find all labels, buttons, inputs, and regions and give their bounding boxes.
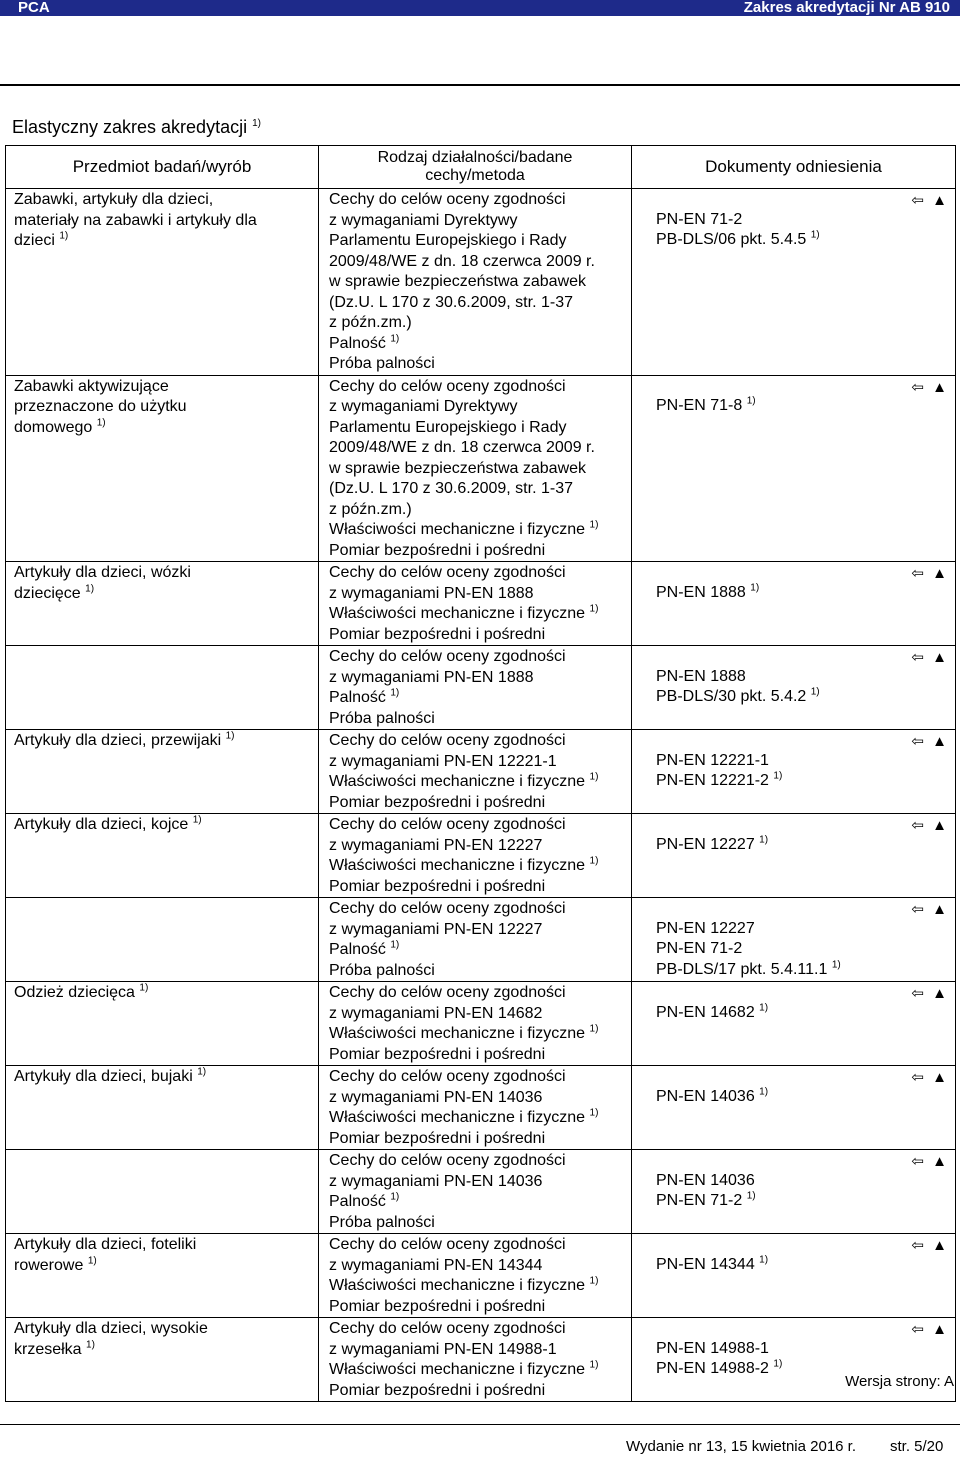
cell-line: PN-EN 14036 $^{1)}$ <box>656 1086 769 1105</box>
product-cell <box>6 562 319 646</box>
cell-line: Właściwości mechaniczne i fizyczne $^{1)}$ <box>329 771 599 790</box>
column-header-product: Przedmiot badań/wyrób <box>6 146 319 189</box>
cell-line: z wymaganiami PN-EN 1888 <box>329 584 534 602</box>
cell-line: Artykuły dla dzieci, kojce $^{1)}$ <box>14 814 202 833</box>
cell-line: Zabawki aktywizujące <box>14 377 169 395</box>
cell-line: PN-EN 71-8 $^{1)}$ <box>656 395 756 414</box>
table-row <box>6 375 956 562</box>
product-cell <box>6 898 319 982</box>
cell-line: Właściwości mechaniczne i fizyczne $^{1)}$ <box>329 1023 599 1042</box>
product-cell <box>6 1150 319 1234</box>
docs-cell <box>632 898 956 982</box>
cell-line: PN-EN 14988-1 <box>656 1339 769 1357</box>
cell-line: PN-EN 1888 $^{1)}$ <box>656 582 760 601</box>
docs-cell <box>632 1066 956 1150</box>
docs-cell <box>632 982 956 1066</box>
table-row <box>6 982 956 1066</box>
product-cell <box>6 814 319 898</box>
cell-line: Pomiar bezpośredni i pośredni <box>329 793 546 811</box>
cell-line: PN-EN 71-2 <box>656 940 743 957</box>
cell-line: PB-DLS/06 pkt. 5.4.5 $^{1)}$ <box>656 229 820 248</box>
cell-line: PN-EN 1888 <box>656 667 746 685</box>
cell-line: rowerowe $^{1)}$ <box>14 1255 97 1274</box>
method-cell <box>319 646 632 730</box>
cell-line: PN-EN 14682 $^{1)}$ <box>656 1002 769 1021</box>
flexible-scope-marker-icon: ⇦ ▲ <box>911 192 949 209</box>
docs-cell <box>632 730 956 814</box>
cell-line: Pomiar bezpośredni i pośredni <box>329 877 546 895</box>
docs-cell <box>632 562 956 646</box>
cell-line: Próba palności <box>329 961 435 979</box>
docs-cell <box>632 1234 956 1318</box>
cell-line: Palność $^{1)}$ <box>329 939 400 958</box>
scope-table <box>5 145 956 1402</box>
docs-cell <box>632 1150 956 1234</box>
cell-line: PN-EN 12221-2 $^{1)}$ <box>656 770 783 789</box>
cell-line: Pomiar bezpośredni i pośredni <box>329 1045 546 1063</box>
cell-line: Próba palności <box>329 355 435 372</box>
method-cell <box>319 814 632 898</box>
footer-page: str. 5/20 <box>890 1438 944 1455</box>
cell-line: Próba palności <box>329 709 435 727</box>
cell-line: Palność $^{1)}$ <box>329 1191 400 1210</box>
cell-line: (Dz.U. L 170 z 30.6.2009, str. 1-37 <box>329 480 573 497</box>
cell-line: Parlamentu Europejskiego i Rady <box>329 418 567 436</box>
cell-line: Pomiar bezpośredni i pośredni <box>329 1297 546 1315</box>
cell-line: krzesełka $^{1)}$ <box>14 1339 95 1358</box>
header-title: Zakres akredytacji Nr AB 910 <box>743 0 950 16</box>
cell-line: z wymaganiami PN-EN 14344 <box>329 1256 543 1274</box>
cell-line: PN-EN 71-2 $^{1)}$ <box>656 1190 756 1209</box>
cell-line: z wymaganiami PN-EN 1888 <box>329 668 534 686</box>
cell-line: materiały na zabawki i artykuły dla <box>14 211 257 229</box>
cell-line: z wymaganiami PN-EN 14036 <box>329 1172 543 1190</box>
cell-line: Cechy do celów oceny zgodności <box>329 816 566 833</box>
method-cell <box>319 1234 632 1318</box>
cell-line: PN-EN 12227 $^{1)}$ <box>656 834 769 853</box>
page-version: Wersja strony: A <box>845 1373 954 1390</box>
cell-line: Pomiar bezpośredni i pośredni <box>329 541 546 559</box>
method-cell <box>319 898 632 982</box>
cell-line: Palność $^{1)}$ <box>329 687 400 706</box>
cell-line: 2009/48/WE z dn. 18 czerwca 2009 r. <box>329 252 595 270</box>
flexible-scope-marker-icon: ⇦ ▲ <box>911 901 949 918</box>
cell-line: Właściwości mechaniczne i fizyczne $^{1)}$ <box>329 1107 599 1126</box>
table-header-row <box>6 146 956 189</box>
cell-line: Pomiar bezpośredni i pośredni <box>329 1129 546 1147</box>
cell-line: przeznaczone do użytku <box>14 398 187 415</box>
table-row <box>6 646 956 730</box>
page-header <box>0 0 960 16</box>
cell-line: PN-EN 71-2 <box>656 210 743 228</box>
cell-line: Właściwości mechaniczne i fizyczne $^{1)}$ <box>329 603 599 622</box>
table-row <box>6 1150 956 1234</box>
cell-line: Cechy do celów oceny zgodności <box>329 1068 566 1085</box>
cell-line: Cechy do celów oceny zgodności <box>329 377 566 395</box>
cell-line: Cechy do celów oceny zgodności <box>329 732 566 749</box>
top-divider <box>0 84 960 86</box>
column-header-docs: Dokumenty odniesienia <box>632 146 956 189</box>
method-cell <box>319 375 632 562</box>
cell-line: Odzież dziecięca $^{1)}$ <box>14 982 149 1001</box>
cell-line: domowego $^{1)}$ <box>14 417 106 436</box>
table-row <box>6 730 956 814</box>
cell-line: z wymaganiami PN-EN 14682 <box>329 1004 543 1022</box>
flexible-scope-marker-icon: ⇦ ▲ <box>911 985 949 1002</box>
cell-line: z wymaganiami Dyrektywy <box>329 211 518 229</box>
table-row <box>6 1234 956 1318</box>
table-row <box>6 1318 956 1402</box>
method-cell <box>319 1150 632 1234</box>
product-cell <box>6 1318 319 1402</box>
cell-line: Parlamentu Europejskiego i Rady <box>329 232 567 249</box>
docs-cell <box>632 814 956 898</box>
cell-line: w sprawie bezpieczeństwa zabawek <box>329 273 587 290</box>
cell-line: Właściwości mechaniczne i fizyczne $^{1)}$ <box>329 855 599 874</box>
flexible-scope-marker-icon: ⇦ ▲ <box>911 565 949 582</box>
table-row <box>6 562 956 646</box>
cell-line: PN-EN 14344 $^{1)}$ <box>656 1254 769 1273</box>
cell-line: 2009/48/WE z dn. 18 czerwca 2009 r. <box>329 439 595 456</box>
column-header-method: Rodzaj działalności/badane cechy/metoda <box>319 146 632 189</box>
cell-line: Cechy do celów oceny zgodności <box>329 1152 566 1169</box>
cell-line: Artykuły dla dzieci, bujaki $^{1)}$ <box>14 1066 207 1085</box>
table-row <box>6 814 956 898</box>
cell-line: Zabawki, artykuły dla dzieci, <box>14 191 214 208</box>
cell-line: Właściwości mechaniczne i fizyczne $^{1)}$ <box>329 1359 599 1378</box>
cell-line: Cechy do celów oceny zgodności <box>329 984 566 1001</box>
cell-line: Właściwości mechaniczne i fizyczne $^{1)}$ <box>329 1275 599 1294</box>
cell-line: Pomiar bezpośredni i pośredni <box>329 625 546 643</box>
cell-line: PN-EN 14036 <box>656 1171 755 1189</box>
method-cell <box>319 982 632 1066</box>
method-cell <box>319 1318 632 1402</box>
cell-line: z wymaganiami PN-EN 12221-1 <box>329 752 557 770</box>
cell-line: w sprawie bezpieczeństwa zabawek <box>329 459 587 477</box>
flexible-scope-marker-icon: ⇦ ▲ <box>911 817 949 834</box>
cell-line: dziecięce $^{1)}$ <box>14 583 95 602</box>
cell-line: Pomiar bezpośredni i pośredni <box>329 1381 546 1399</box>
flexible-scope-marker-icon: ⇦ ▲ <box>911 1153 949 1170</box>
scope-title: Elastyczny zakres akredytacji $^{1)}$ <box>12 117 262 137</box>
product-cell <box>6 189 319 376</box>
docs-cell <box>632 646 956 730</box>
cell-line: z wymaganiami PN-EN 12227 <box>329 920 543 938</box>
cell-line: PB-DLS/17 pkt. 5.4.11.1 $^{1)}$ <box>656 959 841 978</box>
flexible-scope-marker-icon: ⇦ ▲ <box>911 733 949 750</box>
cell-line: Cechy do celów oceny zgodności <box>329 900 566 917</box>
flexible-scope-marker-icon: ⇦ ▲ <box>911 378 949 396</box>
flexible-scope-marker-icon: ⇦ ▲ <box>911 1237 949 1254</box>
cell-line: Artykuły dla dzieci, przewijaki $^{1)}$ <box>14 730 235 749</box>
table-row <box>6 1066 956 1150</box>
flexible-scope-marker-icon: ⇦ ▲ <box>911 1321 949 1338</box>
cell-line: Próba palności <box>329 1213 435 1231</box>
cell-line: Cechy do celów oceny zgodności <box>329 191 566 208</box>
footer-edition: Wydanie nr 13, 15 kwietnia 2016 r. <box>626 1438 857 1455</box>
cell-line: Artykuły dla dzieci, wysokie <box>14 1320 208 1337</box>
docs-cell <box>632 375 956 562</box>
header-org: PCA <box>18 0 50 16</box>
cell-line: Cechy do celów oceny zgodności <box>329 564 566 581</box>
method-cell <box>319 730 632 814</box>
product-cell <box>6 646 319 730</box>
table-row <box>6 898 956 982</box>
cell-line: PN-EN 12221-1 <box>656 751 769 769</box>
cell-line: Artykuły dla dzieci, foteliki <box>14 1236 197 1253</box>
flexible-scope-marker-icon: ⇦ ▲ <box>911 1069 949 1086</box>
cell-line: PB-DLS/30 pkt. 5.4.2 $^{1)}$ <box>656 686 820 705</box>
cell-line: z wymaganiami PN-EN 12227 <box>329 836 543 854</box>
product-cell <box>6 1066 319 1150</box>
cell-line: Artykuły dla dzieci, wózki <box>14 564 191 581</box>
cell-line: z późn.zm.) <box>329 314 412 331</box>
cell-line: dzieci $^{1)}$ <box>14 230 69 249</box>
footer-divider <box>0 1424 960 1425</box>
docs-cell <box>632 189 956 376</box>
product-cell <box>6 1234 319 1318</box>
flexible-scope-marker-icon: ⇦ ▲ <box>911 649 949 666</box>
method-cell <box>319 562 632 646</box>
table-row <box>6 189 956 376</box>
method-cell <box>319 189 632 376</box>
cell-line: z wymaganiami Dyrektywy <box>329 398 518 415</box>
cell-line: Cechy do celów oceny zgodności <box>329 1320 566 1337</box>
product-cell <box>6 982 319 1066</box>
cell-line: PN-EN 12227 <box>656 919 755 937</box>
cell-line: (Dz.U. L 170 z 30.6.2009, str. 1-37 <box>329 293 573 311</box>
cell-line: Właściwości mechaniczne i fizyczne $^{1)}$ <box>329 519 599 538</box>
cell-line: Cechy do celów oceny zgodności <box>329 1236 566 1253</box>
product-cell <box>6 375 319 562</box>
cell-line: PN-EN 14988-2 $^{1)}$ <box>656 1358 783 1377</box>
cell-line: z wymaganiami PN-EN 14988-1 <box>329 1340 557 1358</box>
cell-line: z późn.zm.) <box>329 500 412 518</box>
cell-line: z wymaganiami PN-EN 14036 <box>329 1088 543 1106</box>
product-cell <box>6 730 319 814</box>
cell-line: Cechy do celów oceny zgodności <box>329 648 566 665</box>
method-cell <box>319 1066 632 1150</box>
cell-line: Palność $^{1)}$ <box>329 333 400 352</box>
